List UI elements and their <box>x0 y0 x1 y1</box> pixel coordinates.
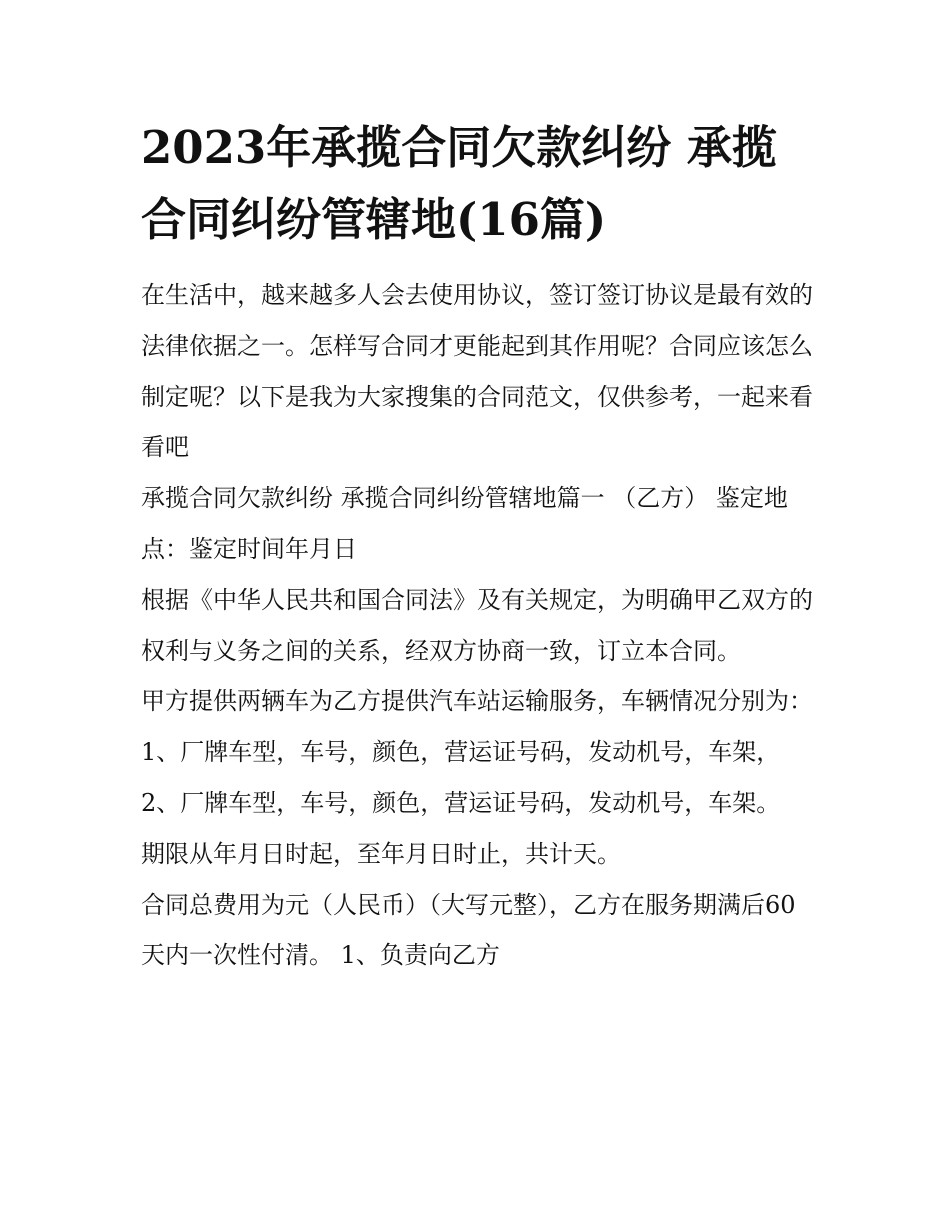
document-page <box>141 112 813 981</box>
paragraph-vehicle-1: 甲方提供两辆车为乙方提供汽车站运输服务，车辆情况分别为： 1、厂牌车型，车号，颜色，营运证号码，发动机号，车架， <box>141 687 813 767</box>
paragraph-vehicle-2: 2、厂牌车型，车号，颜色，营运证号码，发动机号，车架。 <box>141 788 781 817</box>
paragraph-legal-basis: 根据《中华人民共和国合同法》及有关规定，为明确甲乙双方的权利与义务之间的关系，经双方协商一致，订立本合同。 <box>141 585 813 665</box>
paragraph-term: 期限从年月日时起，至年月日时止，共计天。 <box>141 839 621 868</box>
document-title: 2023年承揽合同欠款纠纷 承揽合同纠纷管辖地(16篇) <box>141 121 777 246</box>
paragraph-section-heading: 承揽合同欠款纠纷 承揽合同纠纷管辖地篇一 （乙方） 鉴定地点：鉴定时间年月日 <box>141 484 788 563</box>
paragraph-intro: 在生活中，越来越多人会去使用协议，签订签订协议是最有效的法律依据之一。怎样写合同才更能起到其作用呢？合同应该怎么制定呢？以下是我为大家搜集的合同范文，仅供参考，一起来看看吧 <box>141 281 813 462</box>
paragraph-fee: 合同总费用为元（人民币）（大写元整），乙方在服务期满后60天内一次性付清。 1、负责向乙方 <box>141 890 796 970</box>
